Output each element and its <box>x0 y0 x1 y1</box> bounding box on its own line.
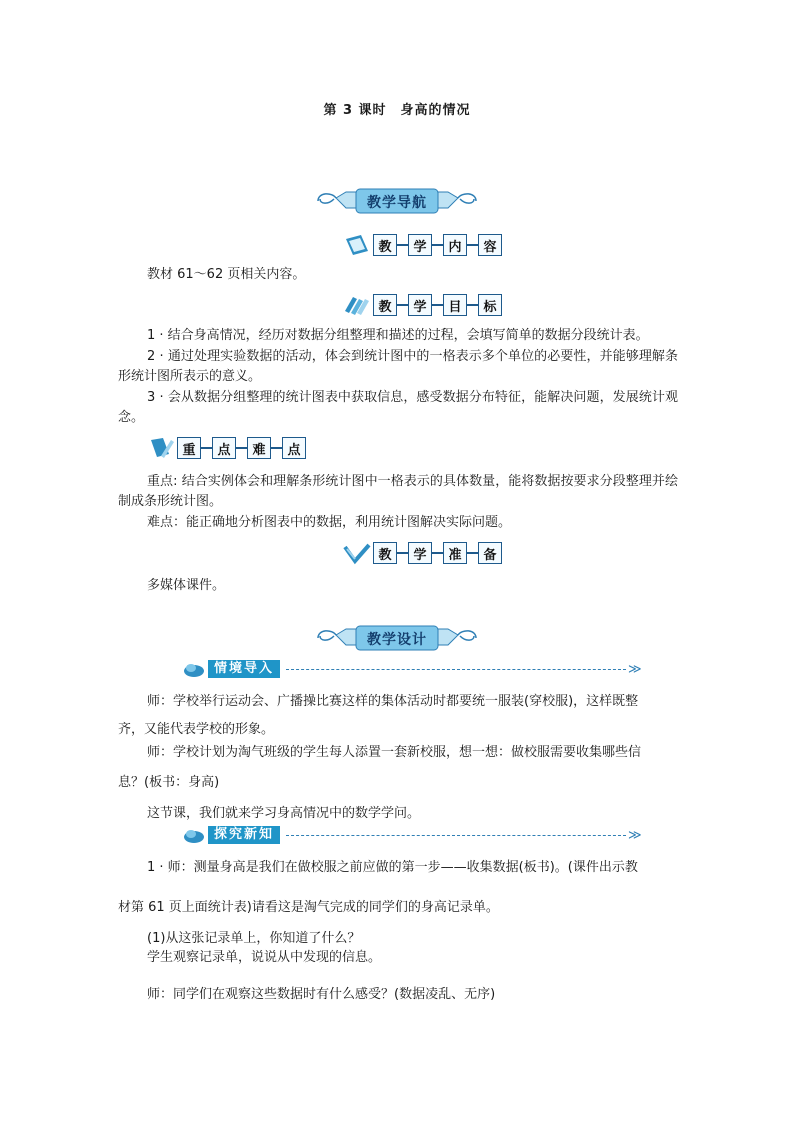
folder-check-icon <box>343 541 371 565</box>
heading-char: 内 <box>443 234 467 256</box>
heading-teaching-goals <box>343 292 502 318</box>
heading-char: 点 <box>212 437 236 459</box>
explore-paragraph-1-cont: 材第 61 页上面统计表)请看这是淘气完成的同学们的身高记录单。 <box>118 900 499 915</box>
heading-char: 准 <box>443 542 467 564</box>
heading-char: 备 <box>478 542 502 564</box>
heading-char: 标 <box>478 294 502 316</box>
heading-key-points <box>147 435 306 461</box>
difficult-point: 难点：能正确地分析图表中的数据，利用统计图解决实际问题。 <box>147 515 512 530</box>
heading-char: 难 <box>247 437 271 459</box>
notebook-icon <box>343 233 371 257</box>
section-tag-label: 情境导入 <box>208 660 280 678</box>
cloud-icon <box>182 825 206 845</box>
goal-2: 2 · 通过处理实验数据的活动，体会到统计图中的一格表示多个单位的必要性，并能够理解条形统计图所表示的意义。 <box>118 349 678 384</box>
double-arrow-icon: ≫ <box>628 827 642 843</box>
heading-char: 学 <box>408 294 432 316</box>
content-text: 教材 61～62 页相关内容。 <box>147 267 306 282</box>
goal-1: 1 · 结合身高情况，经历对数据分组整理和描述的过程，会填写简单的数据分段统计表。 <box>147 328 649 343</box>
intro-paragraph-3: 这节课，我们就来学习身高情况中的数学学问。 <box>147 806 421 821</box>
heading-char: 教 <box>373 542 397 564</box>
page-title: 第 3 课时 身高的情况 <box>323 103 471 118</box>
section-tag-intro <box>182 659 642 679</box>
goal-3: 3 · 会从数据分组整理的统计图表中获取信息，感受数据分布特征，能解决问题，发展统计观念。 <box>118 390 678 425</box>
pencil-book-icon <box>147 436 175 460</box>
intro-paragraph-1-cont: 齐，又能代表学校的形象。 <box>118 722 275 737</box>
banner-teaching-design <box>0 623 794 653</box>
heading-char: 目 <box>443 294 467 316</box>
section-tag-explore <box>182 825 642 845</box>
heading-char: 教 <box>373 294 397 316</box>
section-tag-label: 探究新知 <box>208 826 280 844</box>
intro-paragraph-1: 师：学校举行运动会、广播操比赛这样的集体活动时都要统一服装(穿校服)，这样既整 <box>147 694 639 709</box>
heading-teaching-content <box>343 232 502 258</box>
intro-paragraph-2: 师：学校计划为淘气班级的学生每人添置一套新校服，想一想：做校服需要收集哪些信 <box>147 745 642 760</box>
banner-teaching-navigation <box>0 186 794 216</box>
banner-label: 教学导航 <box>367 195 427 211</box>
banner-label: 教学设计 <box>367 632 427 648</box>
dashed-divider <box>286 835 626 836</box>
key-point: 重点: 结合实例体会和理解条形统计图中一格表示的具体数量，能将数据按要求分段整理并绘制成条形统计图。 <box>118 474 678 509</box>
explore-paragraph-1: 1 · 师：测量身高是我们在做校服之前应做的第一步——收集数据(板书)。(课件出示教 <box>147 860 638 875</box>
explore-question-1: (1)从这张记录单上，你知道了什么？ <box>147 931 361 946</box>
heading-char: 教 <box>373 234 397 256</box>
explore-paragraph-2: 师：同学们在观察这些数据时有什么感受？(数据凌乱、无序) <box>147 987 496 1002</box>
prep-text: 多媒体课件。 <box>147 578 226 593</box>
heading-char: 学 <box>408 542 432 564</box>
explore-question-1-answer: 学生观察记录单，说说从中发现的信息。 <box>147 950 382 965</box>
double-arrow-icon: ≫ <box>628 661 642 677</box>
heading-char: 重 <box>177 437 201 459</box>
heading-char: 学 <box>408 234 432 256</box>
heading-char: 容 <box>478 234 502 256</box>
cloud-icon <box>182 659 206 679</box>
dashed-divider <box>286 669 626 670</box>
books-icon <box>343 293 371 317</box>
intro-paragraph-2-cont: 息？(板书：身高) <box>118 775 220 790</box>
heading-char: 点 <box>282 437 306 459</box>
heading-teaching-prep <box>343 540 502 566</box>
